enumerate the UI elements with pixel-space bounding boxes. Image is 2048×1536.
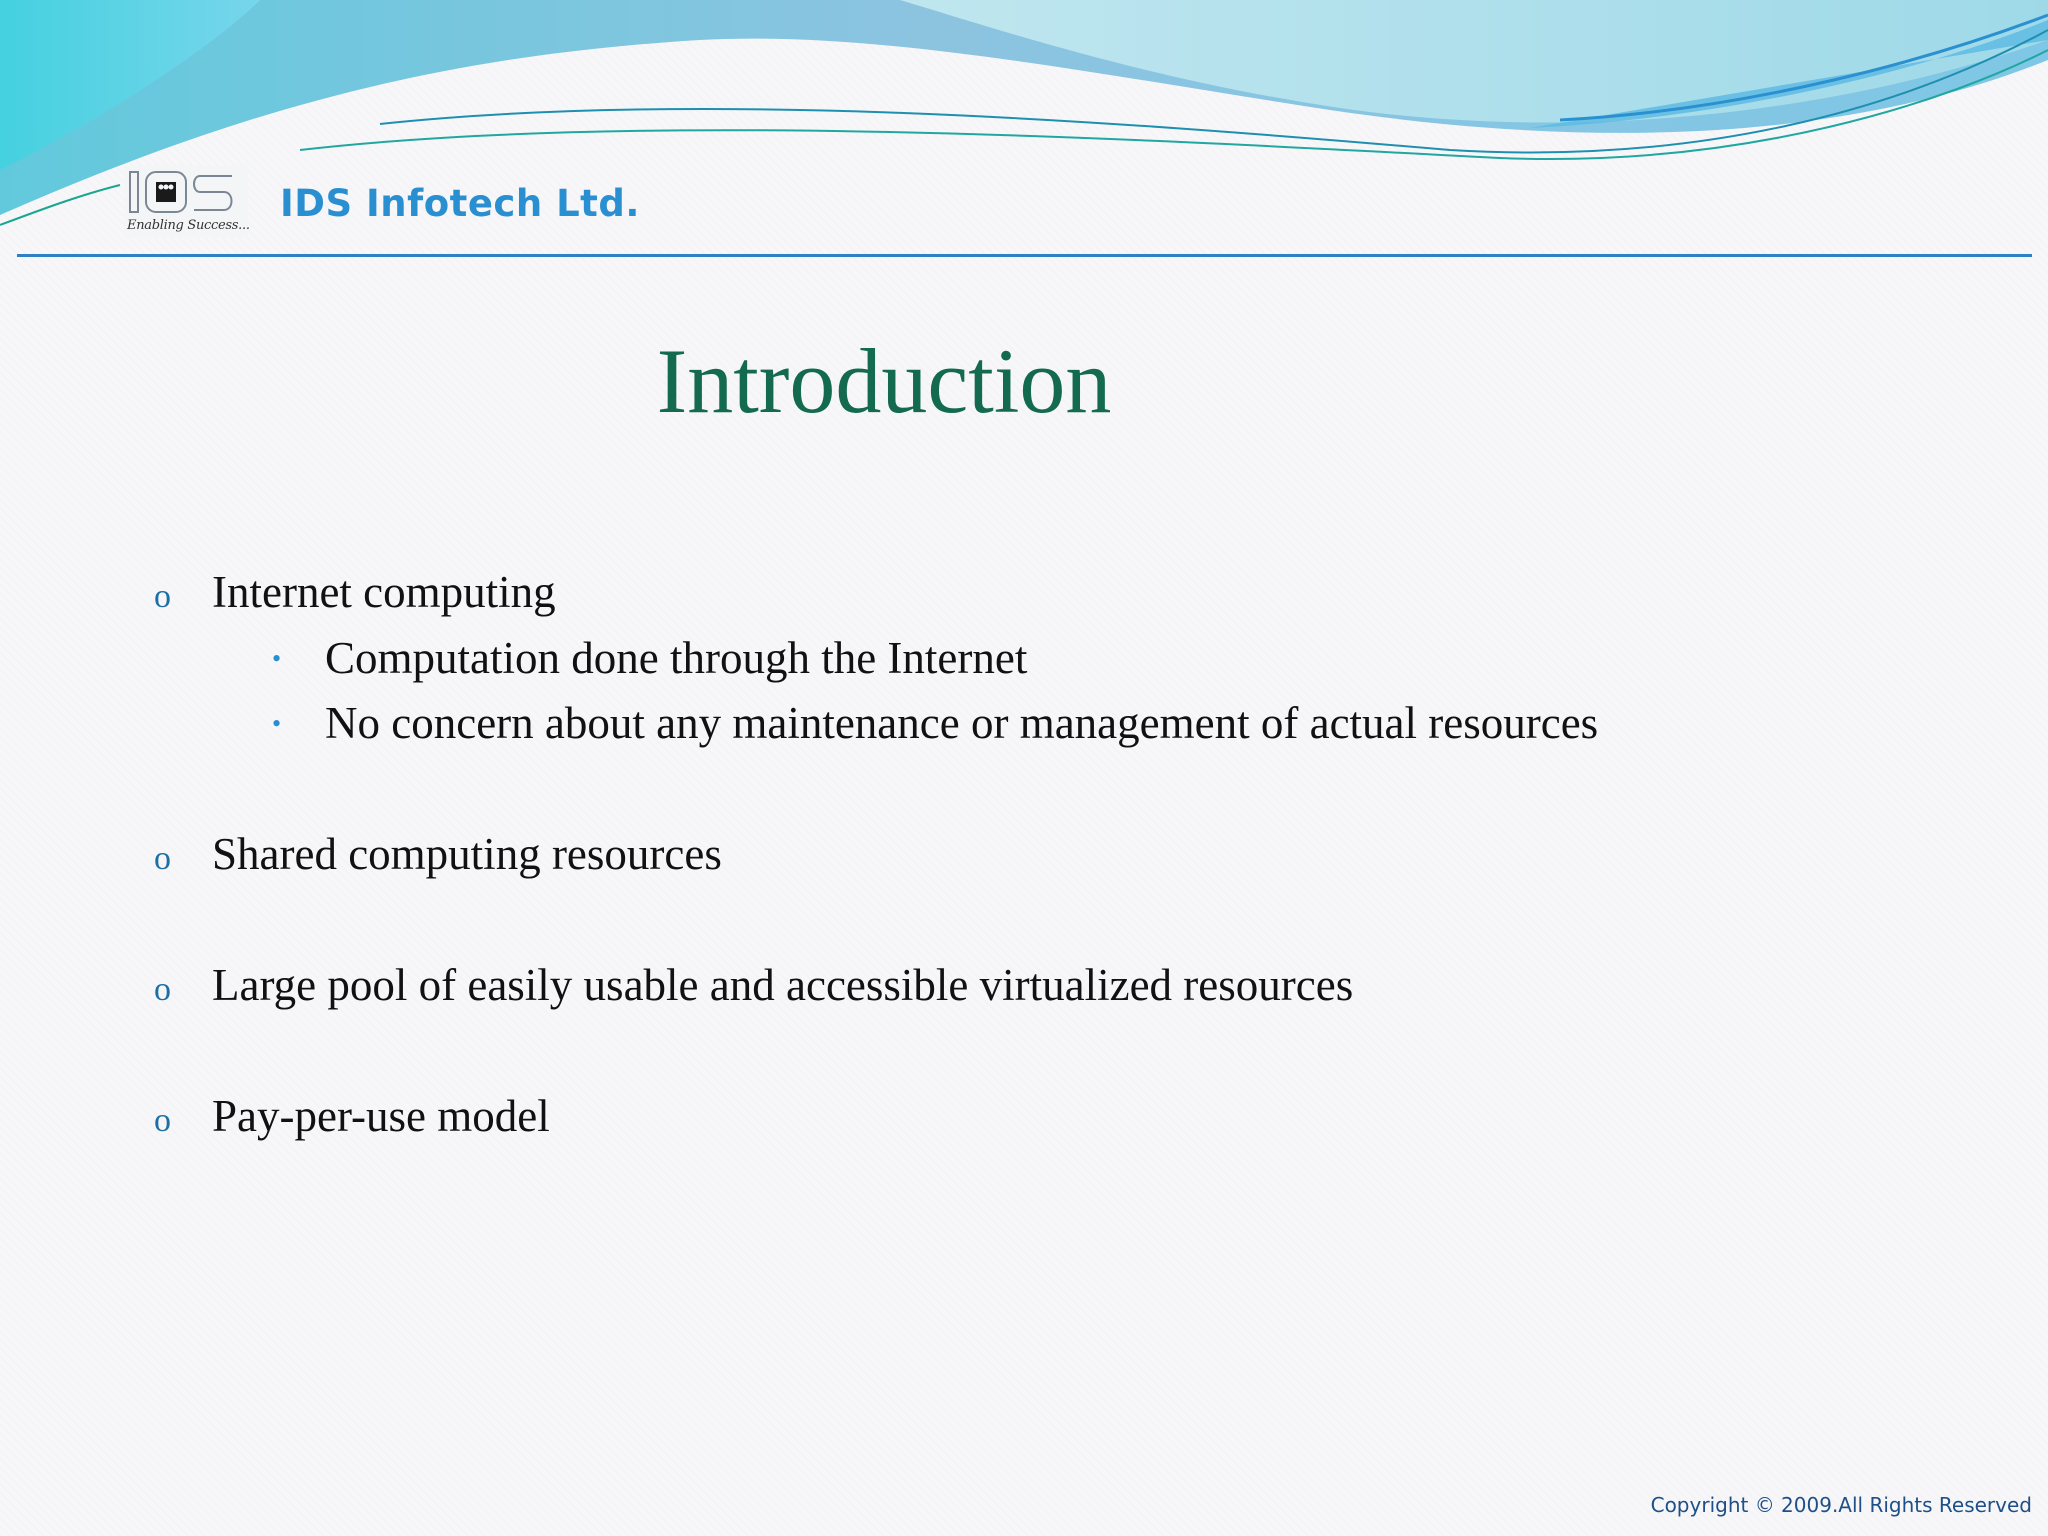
sub-bullet-text: No concern about any maintenance or management of actual resources — [325, 698, 1599, 748]
copyright-notice: Copyright © 2009.All Rights Reserved — [1650, 1493, 2032, 1517]
sub-bullet-marker: • — [272, 644, 282, 673]
logo-tagline: Enabling Success... — [127, 218, 250, 233]
sub-bullet-text: Computation done through the Internet — [325, 633, 1028, 683]
sub-bullet-item — [272, 697, 1598, 749]
sub-bullet-item — [272, 632, 1027, 684]
bullet-item — [154, 566, 556, 618]
sub-bullet-marker: • — [272, 709, 282, 738]
bullet-text: Large pool of easily usable and accessible virtualized resources — [212, 960, 1354, 1010]
bullet-text: Shared computing resources — [212, 829, 722, 879]
bullet-text: Pay-per-use model — [212, 1091, 550, 1141]
bullet-item — [154, 959, 1353, 1011]
bullet-marker: o — [154, 840, 171, 877]
slide-title: Introduction — [656, 330, 1112, 432]
bullet-marker: o — [154, 578, 171, 615]
bullet-text: Internet computing — [212, 567, 556, 617]
bullet-item — [154, 1090, 550, 1142]
bullet-marker: o — [154, 1102, 171, 1139]
header-divider — [17, 254, 2032, 257]
bullet-marker: o — [154, 971, 171, 1008]
bullet-item — [154, 828, 722, 880]
company-name: IDS Infotech Ltd. — [280, 182, 640, 225]
